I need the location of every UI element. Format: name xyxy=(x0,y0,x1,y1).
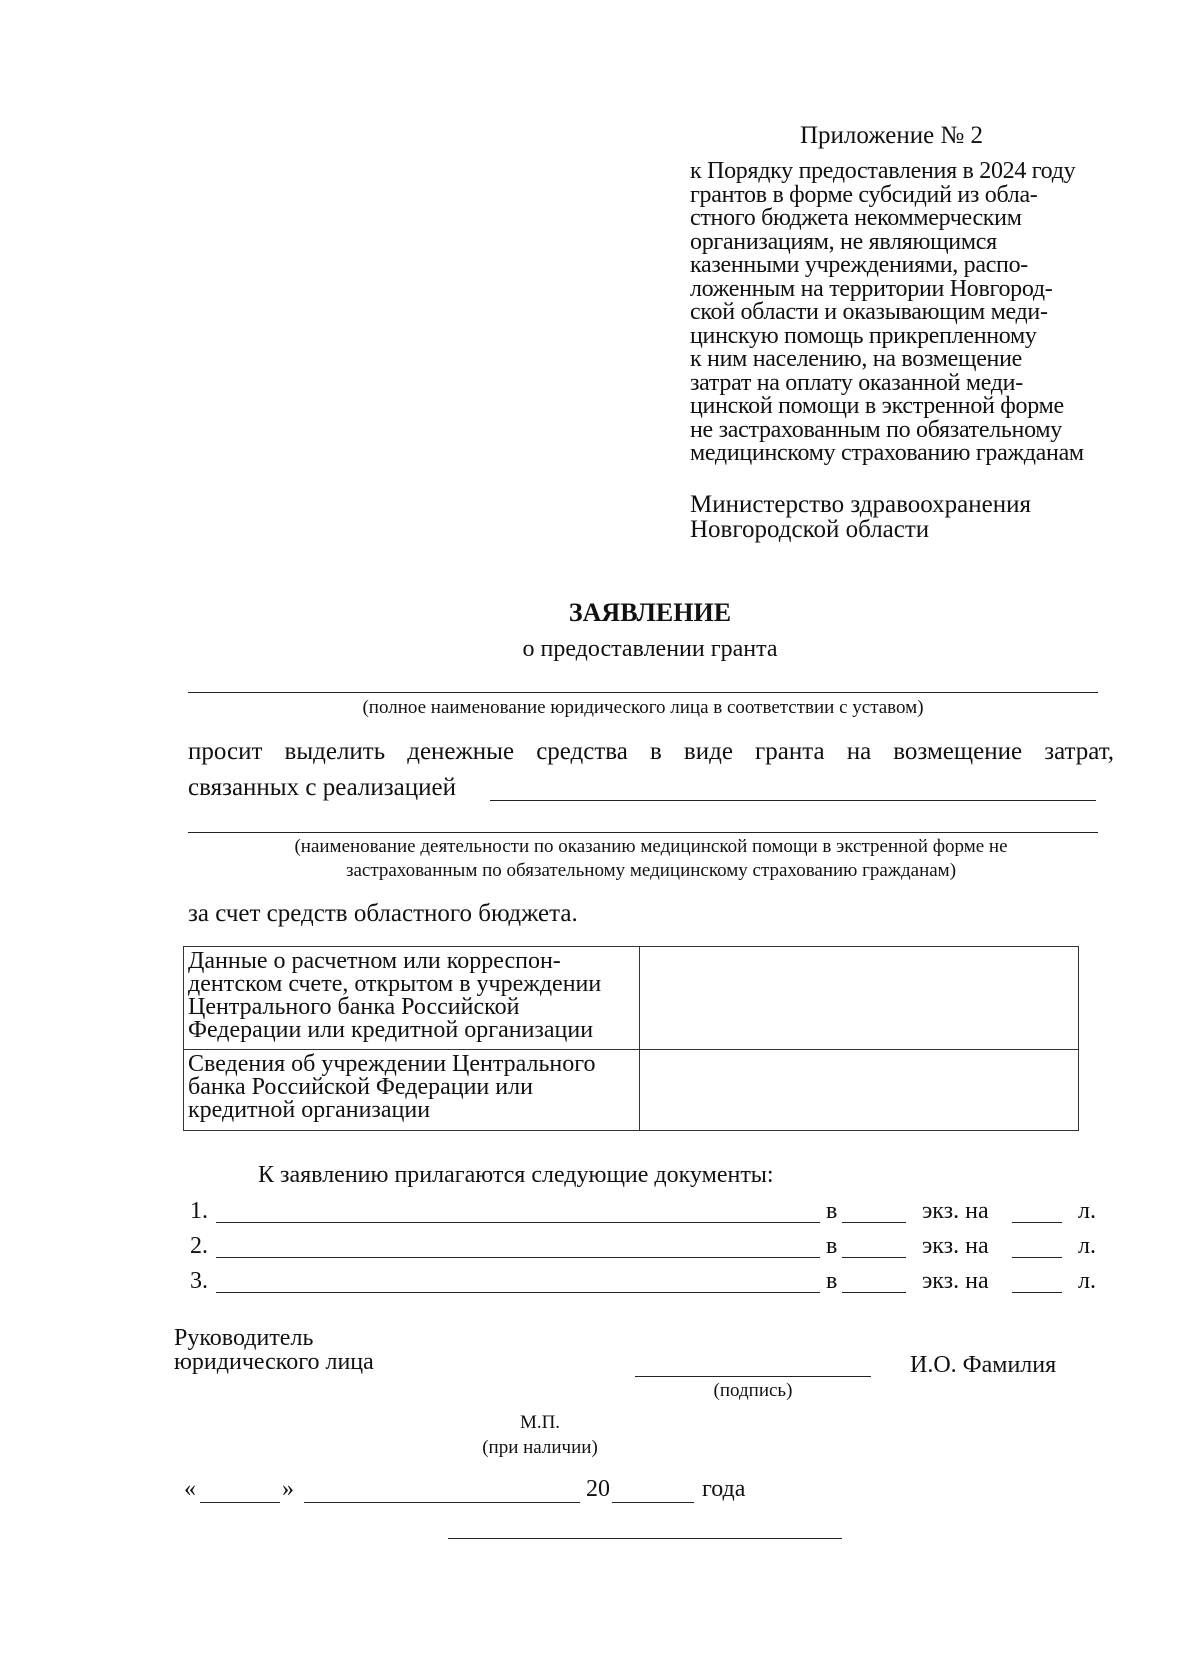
attachment-sheets-label: л. xyxy=(1078,1198,1096,1224)
appendix-line: затрат на оплату оказанной меди- xyxy=(690,369,1023,396)
appendix-title: Приложение № 2 xyxy=(800,122,984,149)
bank-details-table xyxy=(183,946,1079,1131)
head-title xyxy=(174,1326,374,1374)
org-name-caption: (полное наименование юридического лица в соответствии с уставом) xyxy=(362,697,924,718)
attachment-in-label: в xyxy=(826,1268,838,1294)
date-open-quote: « xyxy=(184,1476,196,1502)
table-row xyxy=(184,1050,1079,1131)
label-line: Центрального банка Российской xyxy=(188,994,520,1020)
attachment-number: 3. xyxy=(190,1268,208,1294)
stamp-label: М.П. xyxy=(519,1412,561,1433)
appendix-line: ложенным на территории Новгород- xyxy=(690,275,1053,302)
table-row xyxy=(184,947,1079,1050)
label-line: Федерации или кредитной организации xyxy=(188,1017,594,1043)
appendix-line: организациям, не являющимся xyxy=(690,228,997,255)
attachment-copies-field[interactable] xyxy=(842,1292,906,1293)
attachment-name-field[interactable] xyxy=(216,1222,820,1223)
addressee-line-2: Новгородской области xyxy=(690,516,930,543)
appendix-description xyxy=(690,160,1130,466)
attachments-heading: К заявлению прилагаются следующие документы: xyxy=(258,1162,774,1188)
attachment-sheets-label: л. xyxy=(1078,1268,1096,1294)
date-close-quote: » xyxy=(282,1476,294,1502)
date-year-field[interactable] xyxy=(612,1502,694,1503)
appendix-line: не застрахованным по обязательному xyxy=(690,416,1062,443)
attachment-copies-field[interactable] xyxy=(842,1222,906,1223)
signature-field[interactable] xyxy=(635,1376,871,1377)
label-line: Сведения об учреждении Центрального xyxy=(188,1051,596,1077)
org-name-field[interactable] xyxy=(188,692,1098,693)
appendix-line: цинской помощи в экстренной форме xyxy=(690,393,1064,419)
closing-line xyxy=(448,1538,842,1539)
appendix-line: казенными учреждениями, распо- xyxy=(690,252,1028,278)
budget-text: за счет средств областного бюджета. xyxy=(188,900,578,927)
activity-caption-line-2: застрахованным по обязательному медицинскому страхованию гражданам) xyxy=(345,860,957,881)
attachment-sheets-label: л. xyxy=(1078,1233,1096,1259)
label-line: дентском счете, открытом в учреждении xyxy=(188,971,602,997)
attachment-in-label: в xyxy=(826,1198,838,1224)
addressee-line-1: Министерство здравоохранения xyxy=(690,491,1031,518)
stamp-note: (при наличии) xyxy=(482,1437,598,1458)
request-line-1: просит выделить денежные средства в виде гранта на возмещение затрат, xyxy=(188,738,1114,765)
date-day-field[interactable] xyxy=(200,1502,280,1503)
addressee xyxy=(690,492,1031,542)
date-month-field[interactable] xyxy=(304,1502,580,1503)
attachment-row xyxy=(190,1233,1100,1267)
head-title-line-2: юридического лица xyxy=(174,1349,374,1375)
bank-institution-label xyxy=(184,1050,640,1131)
appendix-line: грантов в форме субсидий из обла- xyxy=(690,181,1038,208)
attachment-sheets-field[interactable] xyxy=(1012,1292,1062,1293)
label-line: банка Российской Федерации или xyxy=(188,1074,533,1100)
date-year-word: года xyxy=(702,1476,746,1502)
appendix-line: медицинскому страхованию гражданам xyxy=(690,440,1084,466)
document-subtitle: о предоставлении гранта xyxy=(522,636,778,662)
bank-account-value[interactable] xyxy=(640,947,1079,1050)
label-line: кредитной организации xyxy=(188,1097,431,1123)
appendix-line: к Порядку предоставления в 2024 году xyxy=(690,158,1076,184)
request-line-2: связанных с реализацией xyxy=(188,774,456,801)
appendix-line: к ним населению, на возмещение xyxy=(690,346,1022,372)
document-title: ЗАЯВЛЕНИЕ xyxy=(568,598,732,627)
head-title-line-1: Руководитель xyxy=(174,1325,314,1351)
attachment-copies-label: экз. на xyxy=(922,1233,989,1259)
date-year-prefix: 20 xyxy=(586,1476,610,1502)
attachment-row xyxy=(190,1268,1100,1302)
attachment-copies-label: экз. на xyxy=(922,1268,989,1294)
attachment-name-field[interactable] xyxy=(216,1257,820,1258)
attachment-number: 2. xyxy=(190,1233,208,1259)
attachment-copies-field[interactable] xyxy=(842,1257,906,1258)
appendix-line: стного бюджета некоммерческим xyxy=(690,205,1022,231)
signatory-name: И.О. Фамилия xyxy=(910,1352,1057,1378)
activity-field[interactable] xyxy=(188,832,1098,833)
attachment-sheets-field[interactable] xyxy=(1012,1222,1062,1223)
attachment-number: 1. xyxy=(190,1198,208,1224)
label-line: Данные о расчетном или корреспон- xyxy=(188,948,561,974)
activity-field-inline[interactable] xyxy=(490,800,1096,801)
bank-institution-value[interactable] xyxy=(640,1050,1079,1131)
bank-account-label xyxy=(184,947,640,1050)
attachment-in-label: в xyxy=(826,1233,838,1259)
appendix-line: ской области и оказывающим меди- xyxy=(690,299,1048,325)
activity-caption-line-1: (наименование деятельности по оказанию медицинской помощи в экстренной форме не xyxy=(294,836,1008,857)
attachment-copies-label: экз. на xyxy=(922,1198,989,1224)
appendix-line: цинскую помощь прикрепленному xyxy=(690,322,1037,349)
attachment-row xyxy=(190,1198,1100,1232)
attachment-sheets-field[interactable] xyxy=(1012,1257,1062,1258)
attachment-name-field[interactable] xyxy=(216,1292,820,1293)
signature-caption: (подпись) xyxy=(713,1380,793,1401)
